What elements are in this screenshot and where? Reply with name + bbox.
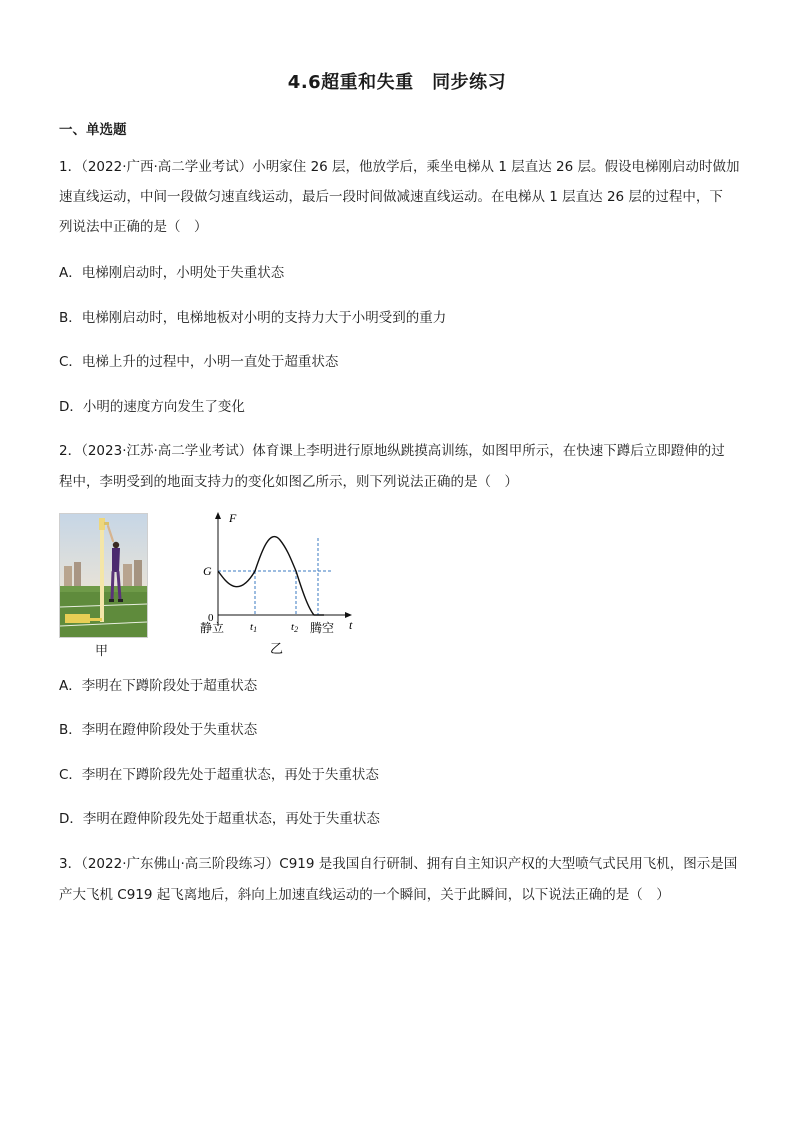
force-time-graph (196, 508, 366, 658)
q3-stem-line-2: 产大飞机 C919 起飞离地后，斜向上加速直线运动的一个瞬间，关于此瞬间，以下说法正确的是（ ） (59, 887, 670, 903)
t1-label: t1 (250, 621, 258, 634)
standing-label: 静立 (200, 621, 225, 635)
q1-stem-line-2: 速直线运动，中间一段做匀速直线运动，最后一段时间做减速直线运动。在电梯从 1 层直达 26 层的过程中，下 (59, 189, 723, 205)
section-heading: 一、单选题 (59, 122, 127, 138)
x-axis-label: t (349, 618, 353, 632)
q1-option-b: B．电梯刚启动时，电梯地板对小明的支持力大于小明受到的重力 (59, 310, 447, 326)
q2-option-b: B．李明在蹬伸阶段处于失重状态 (59, 722, 258, 738)
q2-option-c: C．李明在下蹲阶段先处于超重状态，再处于失重状态 (59, 767, 379, 783)
jump-training-photo-drawing (60, 514, 147, 637)
t2-label: t2 (291, 621, 299, 634)
y-axis-label: F (229, 511, 237, 525)
graph-caption: 乙 (270, 642, 284, 657)
airborne-label: 腾空 (310, 621, 335, 635)
q2-stem-line-1: 2．（2023·江苏·高二学业考试）体育课上李明进行原地纵跳摸高训练，如图甲所示，在快速下蹲后立即蹬伸的过 (59, 443, 725, 459)
photo-caption: 甲 (95, 644, 109, 659)
q1-option-c: C．电梯上升的过程中，小明一直处于超重状态 (59, 354, 339, 370)
q1-stem-line-1: 1．（2022·广西·高二学业考试）小明家住 26 层，他放学后，乘坐电梯从 1 层直达 26 层。假设电梯刚启动时做加 (59, 159, 740, 175)
q2-stem-line-2: 程中，李明受到的地面支持力的变化如图乙所示，则下列说法正确的是（ ） (59, 474, 518, 490)
origin-label: 0 (208, 612, 214, 624)
q1-stem-line-3: 列说法中正确的是（ ） (59, 219, 208, 235)
y-axis-arrow-icon (215, 512, 221, 519)
page-title: 4.6超重和失重 同步练习 (287, 72, 507, 93)
force-curve (218, 537, 324, 615)
q2-option-d: D．李明在蹬伸阶段先处于超重状态，再处于失重状态 (59, 811, 380, 827)
jump-training-photo (59, 513, 148, 638)
q3-stem-line-1: 3．（2022·广东佛山·高三阶段练习）C919 是我国自行研制、拥有自主知识产权的大型喷气式民用飞机，图示是国 (59, 856, 738, 872)
gravity-label: G (203, 564, 212, 578)
q1-option-d: D．小明的速度方向发生了变化 (59, 399, 245, 415)
q1-option-a: A．电梯刚启动时，小明处于失重状态 (59, 265, 285, 281)
q2-option-a: A．李明在下蹲阶段处于超重状态 (59, 678, 258, 694)
